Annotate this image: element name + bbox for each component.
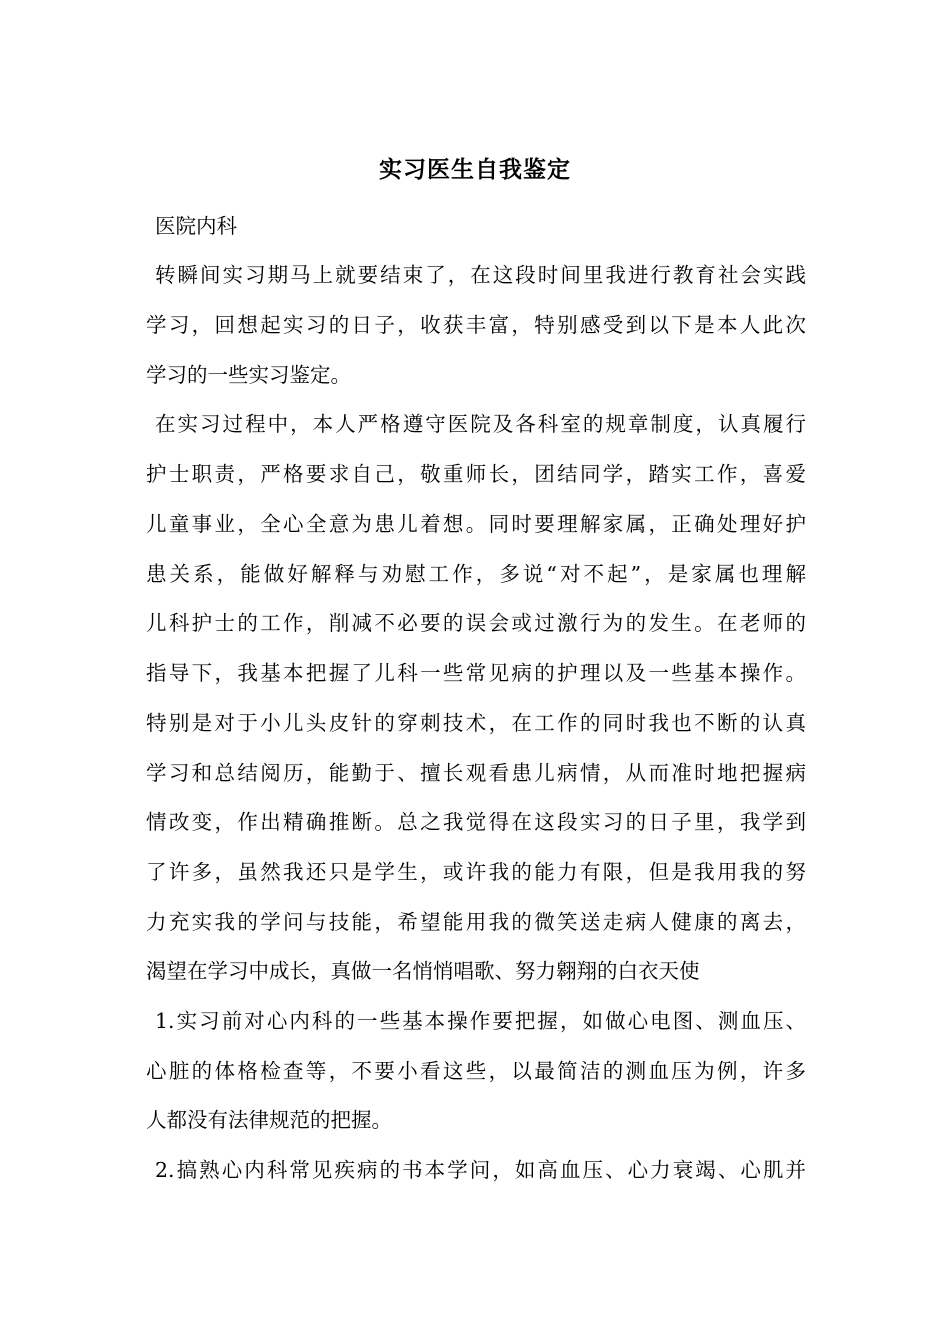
text-line: 转瞬间实习期马上就要结束了，在这段时间里我进行教育社会实践: [155, 263, 806, 287]
text-line: 特别是对于小儿头皮针的穿刺技术，在工作的同时我也不断的认真: [146, 711, 806, 735]
document-title: 实习医生自我鉴定: [379, 156, 571, 183]
text-line: 了许多，虽然我还只是学生，或许我的能力有限，但是我用我的努: [146, 860, 806, 884]
text-line: 指导下，我基本把握了儿科一些常见病的护理以及一些基本操作。: [146, 661, 806, 685]
department-label: 医院内科: [155, 214, 237, 238]
text-line: 渴望在学习中成长，真做一名悄悄唱歌、努力翱翔的白衣天使: [146, 959, 700, 983]
text-line: 护士职责，严格要求自己，敬重师长，团结同学，踏实工作，喜爱: [146, 462, 806, 486]
text-line: 儿科护士的工作，削减不必要的误会或过激行为的发生。在老师的: [146, 611, 806, 635]
text-line: 情改变，作出精确推断。总之我觉得在这段实习的日子里，我学到: [146, 810, 806, 834]
text-line: 在实习过程中，本人严格遵守医院及各科室的规章制度，认真履行: [155, 412, 806, 436]
text-line: 学习的一些实习鉴定。: [146, 363, 351, 387]
text-line: 儿童事业，全心全意为患儿着想。同时要理解家属，正确处理好护: [146, 512, 806, 536]
text-line: 人都没有法律规范的把握。: [146, 1108, 392, 1132]
text-line: 学习和总结阅历，能勤于、擅长观看患儿病情，从而准时地把握病: [146, 761, 806, 785]
text-line: 1.实习前对心内科的一些基本操作要把握，如做心电图、测血压、: [155, 1009, 806, 1033]
text-line: 心脏的体格检查等，不要小看这些，以最简洁的测血压为例，许多: [146, 1059, 806, 1083]
text-line: 2.搞熟心内科常见疾病的书本学问，如高血压、心力衰竭、心肌并: [155, 1158, 806, 1182]
text-line: 力充实我的学问与技能，希望能用我的微笑送走病人健康的离去，: [146, 910, 806, 934]
text-line: 患关系，能做好解释与劝慰工作，多说“对不起”，是家属也理解: [146, 562, 806, 586]
text-line: 学习，回想起实习的日子，收获丰富，特别感受到以下是本人此次: [146, 313, 806, 337]
